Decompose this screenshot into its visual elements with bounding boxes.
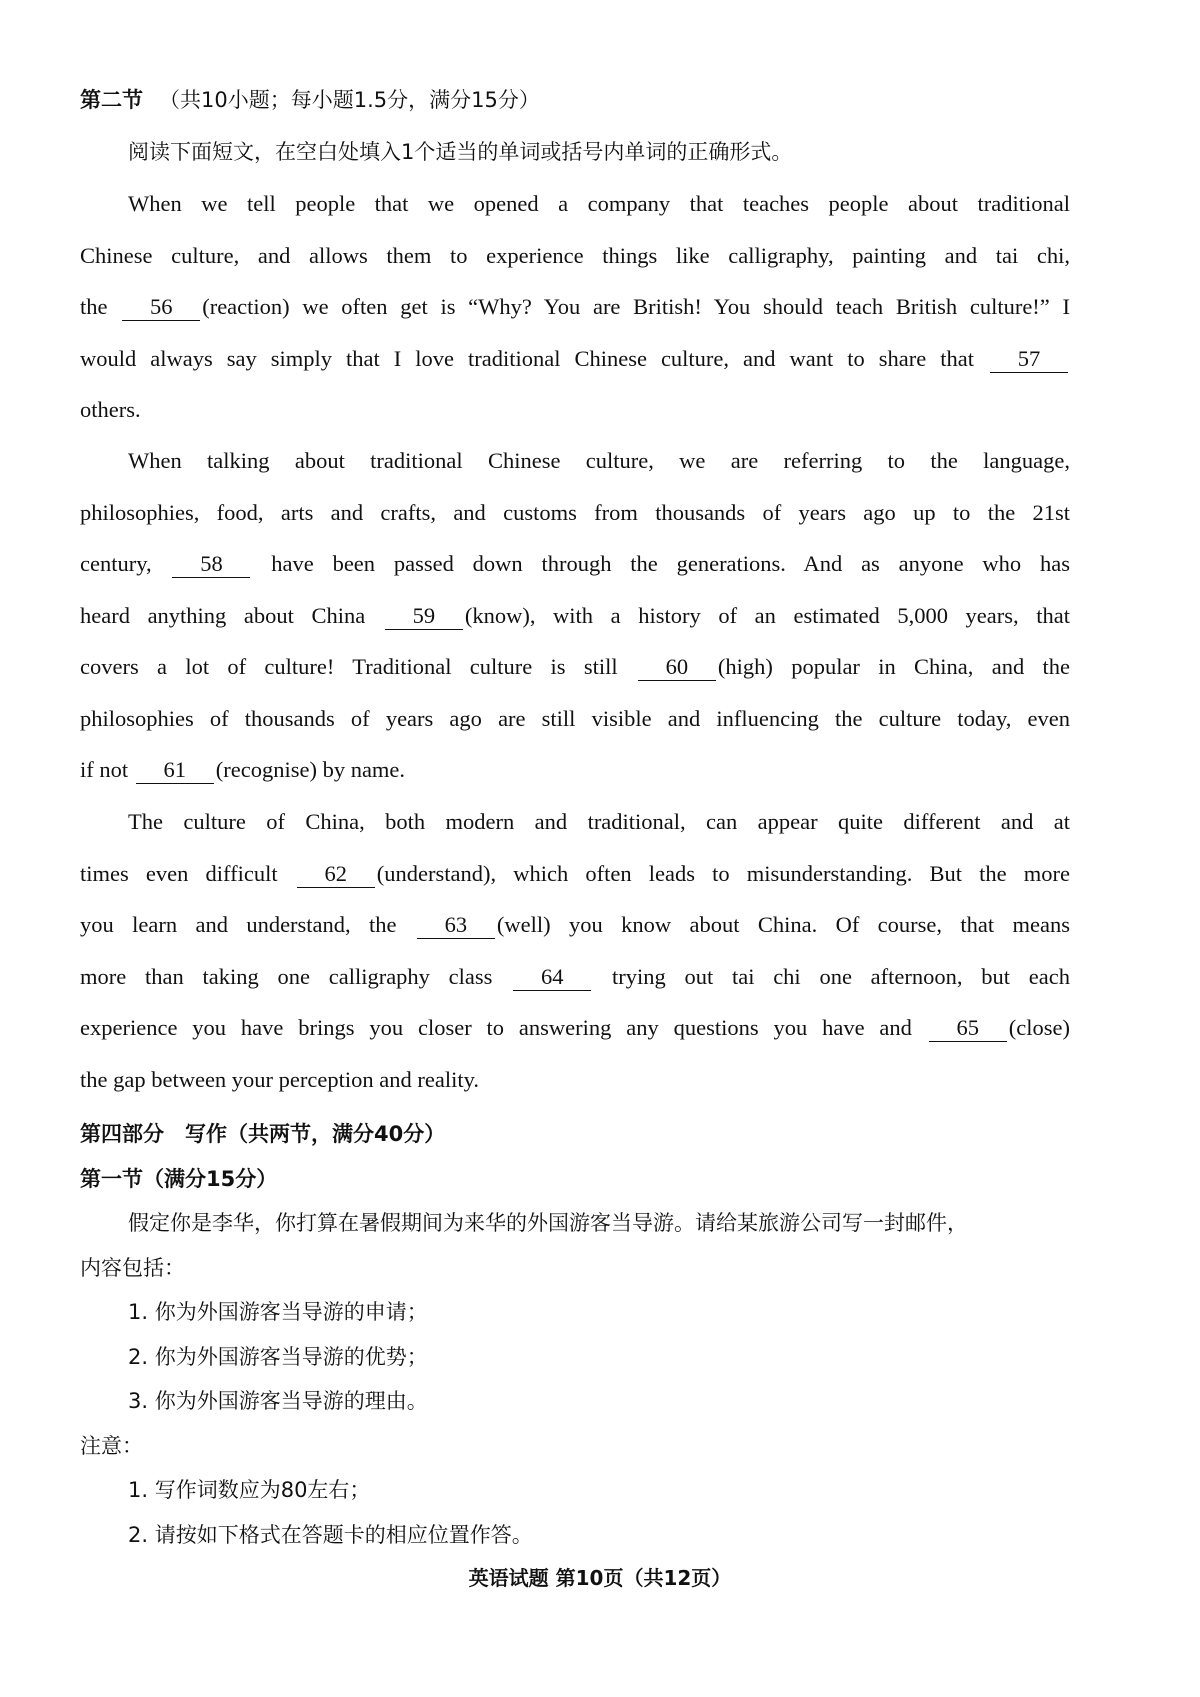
passage-line [80,281,1070,333]
blank-60: 60 [638,654,716,681]
passage-line [80,848,1070,900]
section-label: 第二节 [80,88,143,112]
passage-line [80,641,1070,693]
passage-line [80,384,1070,436]
blank-56: 56 [122,294,200,321]
passage-text: you learn and understand, the [80,912,415,937]
section-title [80,78,1070,123]
prompt-line: 假定你是李华，你打算在暑假期间为来华的外国游客当导游。请给某旅游公司写一封邮件， [128,1211,968,1235]
passage-text: The culture of China, both modern and traditional, can appear quite different and at [128,809,1070,834]
content-item: 1. 你为外国游客当导游的申请； [128,1300,428,1324]
passage-line [80,230,1070,282]
passage-line [80,1002,1070,1054]
passage-text: times even difficult [80,860,295,886]
passage-text: (reaction) we often get is “Why? You are British! You should teach British culture!” I [202,294,1070,319]
passage-text: (recognise) by name. [215,757,406,782]
passage-text: would always say simply that I love traditional Chinese culture, and want to share that [80,345,988,371]
part4-title: 第四部分 写作（共两节，满分40分） [80,1122,446,1146]
passage-line [80,796,1070,848]
page-footer: 英语试题 第10页（共12页） [468,1566,732,1590]
passage-text: heard anything about China [80,602,383,628]
blank-63: 63 [417,912,495,939]
passage-text: the gap between your perception and reality. [80,1066,480,1092]
passage-line [80,1054,1070,1106]
passage-line [80,538,1070,590]
passage-paragraph-2 [80,435,1070,796]
passage-text: (high) popular in China, and the [717,654,1070,679]
blank-62: 62 [297,861,375,888]
passage-line [80,487,1070,539]
passage-line [80,951,1070,1003]
section-score-note: （共10小题；每小题1.5分，满分15分） [159,88,540,112]
passage-text: When we tell people that we opened a company that teaches people about traditional [128,191,1070,216]
section2-header [80,78,1070,174]
section1-title: 第一节（满分15分） [80,1166,278,1191]
blank-65: 65 [929,1015,1007,1042]
blank-61: 61 [136,757,214,784]
blank-58: 58 [172,551,250,578]
passage-paragraph-1 [80,178,1070,436]
passage-text: (close) [1008,1015,1070,1040]
blank-64: 64 [513,964,591,991]
instruction: 阅读下面短文，在空白处填入1个适当的单词或括号内单词的正确形式。 [128,139,793,164]
passage-text: (well) you know about China. Of course, that means [496,912,1070,937]
passage-text: covers a lot of culture! Traditional culture is still [80,654,636,679]
passage-text: (understand), which often leads to misunderstanding. But the more [376,860,1070,886]
note-item: 1. 写作词数应为80左右； [128,1478,371,1502]
passage-text: the [80,294,121,319]
passage-line [80,899,1070,951]
blank-59: 59 [385,603,463,630]
passage-text: others. [80,397,141,422]
passage-text: if not [80,757,134,782]
passage-line [80,590,1070,642]
passage-line [80,178,1070,230]
passage-text: have been passed down through the generations. And as anyone who has [252,551,1070,576]
passage-text: trying out tai chi one afternoon, but each [593,963,1070,989]
passage-text: more than taking one calligraphy class [80,963,512,989]
passage-paragraph-3 [80,796,1070,1105]
passage-line [80,333,1070,385]
part4-writing [80,1112,1070,1557]
notes-title: 注意： [80,1433,143,1458]
passage-text: experience you have brings you closer to answering any questions you have and [80,1015,927,1040]
note-item: 2. 请按如下格式在答题卡的相应位置作答。 [128,1522,533,1547]
passage-text: When talking about traditional Chinese culture, we are referring to the language, [128,448,1070,473]
blank-57: 57 [990,346,1068,373]
passage-text: (know), with a history of an estimated 5,000 years, that [464,602,1070,628]
passage-text: philosophies of thousands of years ago are still visible and influencing the culture today, even [80,705,1070,731]
passage-line [80,744,1070,796]
content-item: 3. 你为外国游客当导游的理由。 [128,1389,428,1413]
prompt-line: 内容包括： [80,1255,185,1280]
passage-text: philosophies, food, arts and crafts, and customs from thousands of years ago up to the 21st [80,499,1070,525]
passage-text: Chinese culture, and allows them to experience things like calligraphy, painting and tai chi, [80,242,1070,268]
passage-line [80,693,1070,745]
passage-text: century, [80,551,171,576]
content-item: 2. 你为外国游客当导游的优势； [128,1344,428,1369]
passage-line [80,435,1070,487]
